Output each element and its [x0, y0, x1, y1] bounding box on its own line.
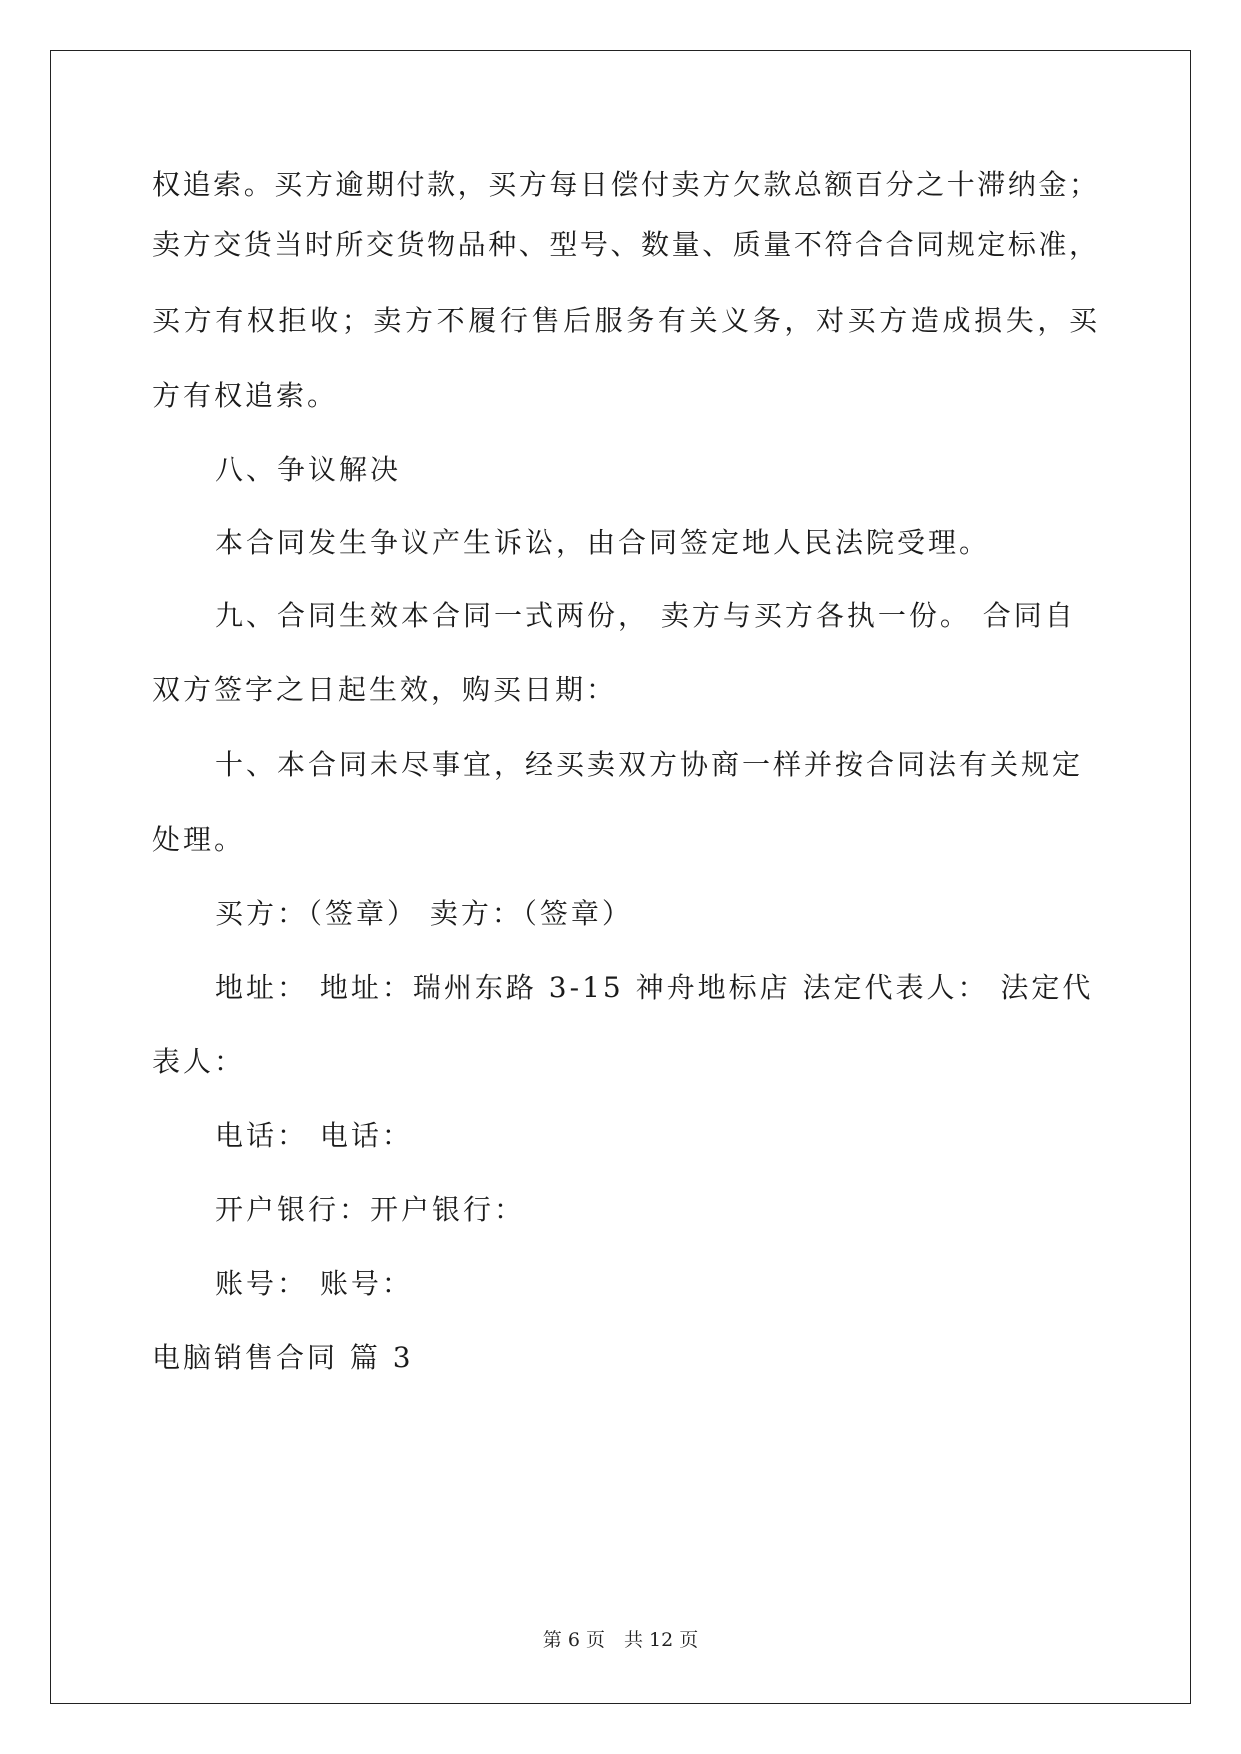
text-line: 方有权追索。 [152, 379, 339, 412]
text-line: 买方有权拒收；卖方不履行售后服务有关义务，对买方造成损失，买 [152, 304, 1097, 337]
text-line: 十、本合同未尽事宜，经买卖双方协商一样并按合同法有关规定 [215, 748, 1084, 781]
address-line: 地址： 地址：瑞州东路 3-15 神舟地标店 法定代表人： 法定代 [215, 971, 1094, 1004]
next-section-title: 电脑销售合同 篇 3 [152, 1341, 414, 1374]
text-line: 处理。 [152, 823, 246, 856]
signature-line: 买方：（签章） 卖方：（签章） [215, 897, 633, 930]
section-heading: 八、争议解决 [215, 453, 402, 486]
page-border [50, 50, 1191, 1704]
page-number: 第 6 页 共 12 页 [542, 1629, 699, 1651]
account-line: 账号： 账号： [215, 1267, 413, 1300]
text-line: 双方签字之日起生效，购买日期： [152, 673, 618, 706]
text-line: 卖方交货当时所交货物品种、型号、数量、质量不符合合同规定标准， [152, 228, 1097, 261]
text-line: 表人： [152, 1045, 246, 1078]
text-line: 九、合同生效本合同一式两份， 卖方与买方各执一份。 合同自 [215, 599, 1076, 632]
text-line: 权追索。买方逾期付款，买方每日偿付卖方欠款总额百分之十滞纳金； [152, 168, 1097, 201]
text-line: 本合同发生争议产生诉讼，由合同签定地人民法院受理。 [215, 526, 991, 559]
phone-line: 电话： 电话： [215, 1119, 413, 1152]
bank-line: 开户银行：开户银行： [215, 1193, 526, 1226]
